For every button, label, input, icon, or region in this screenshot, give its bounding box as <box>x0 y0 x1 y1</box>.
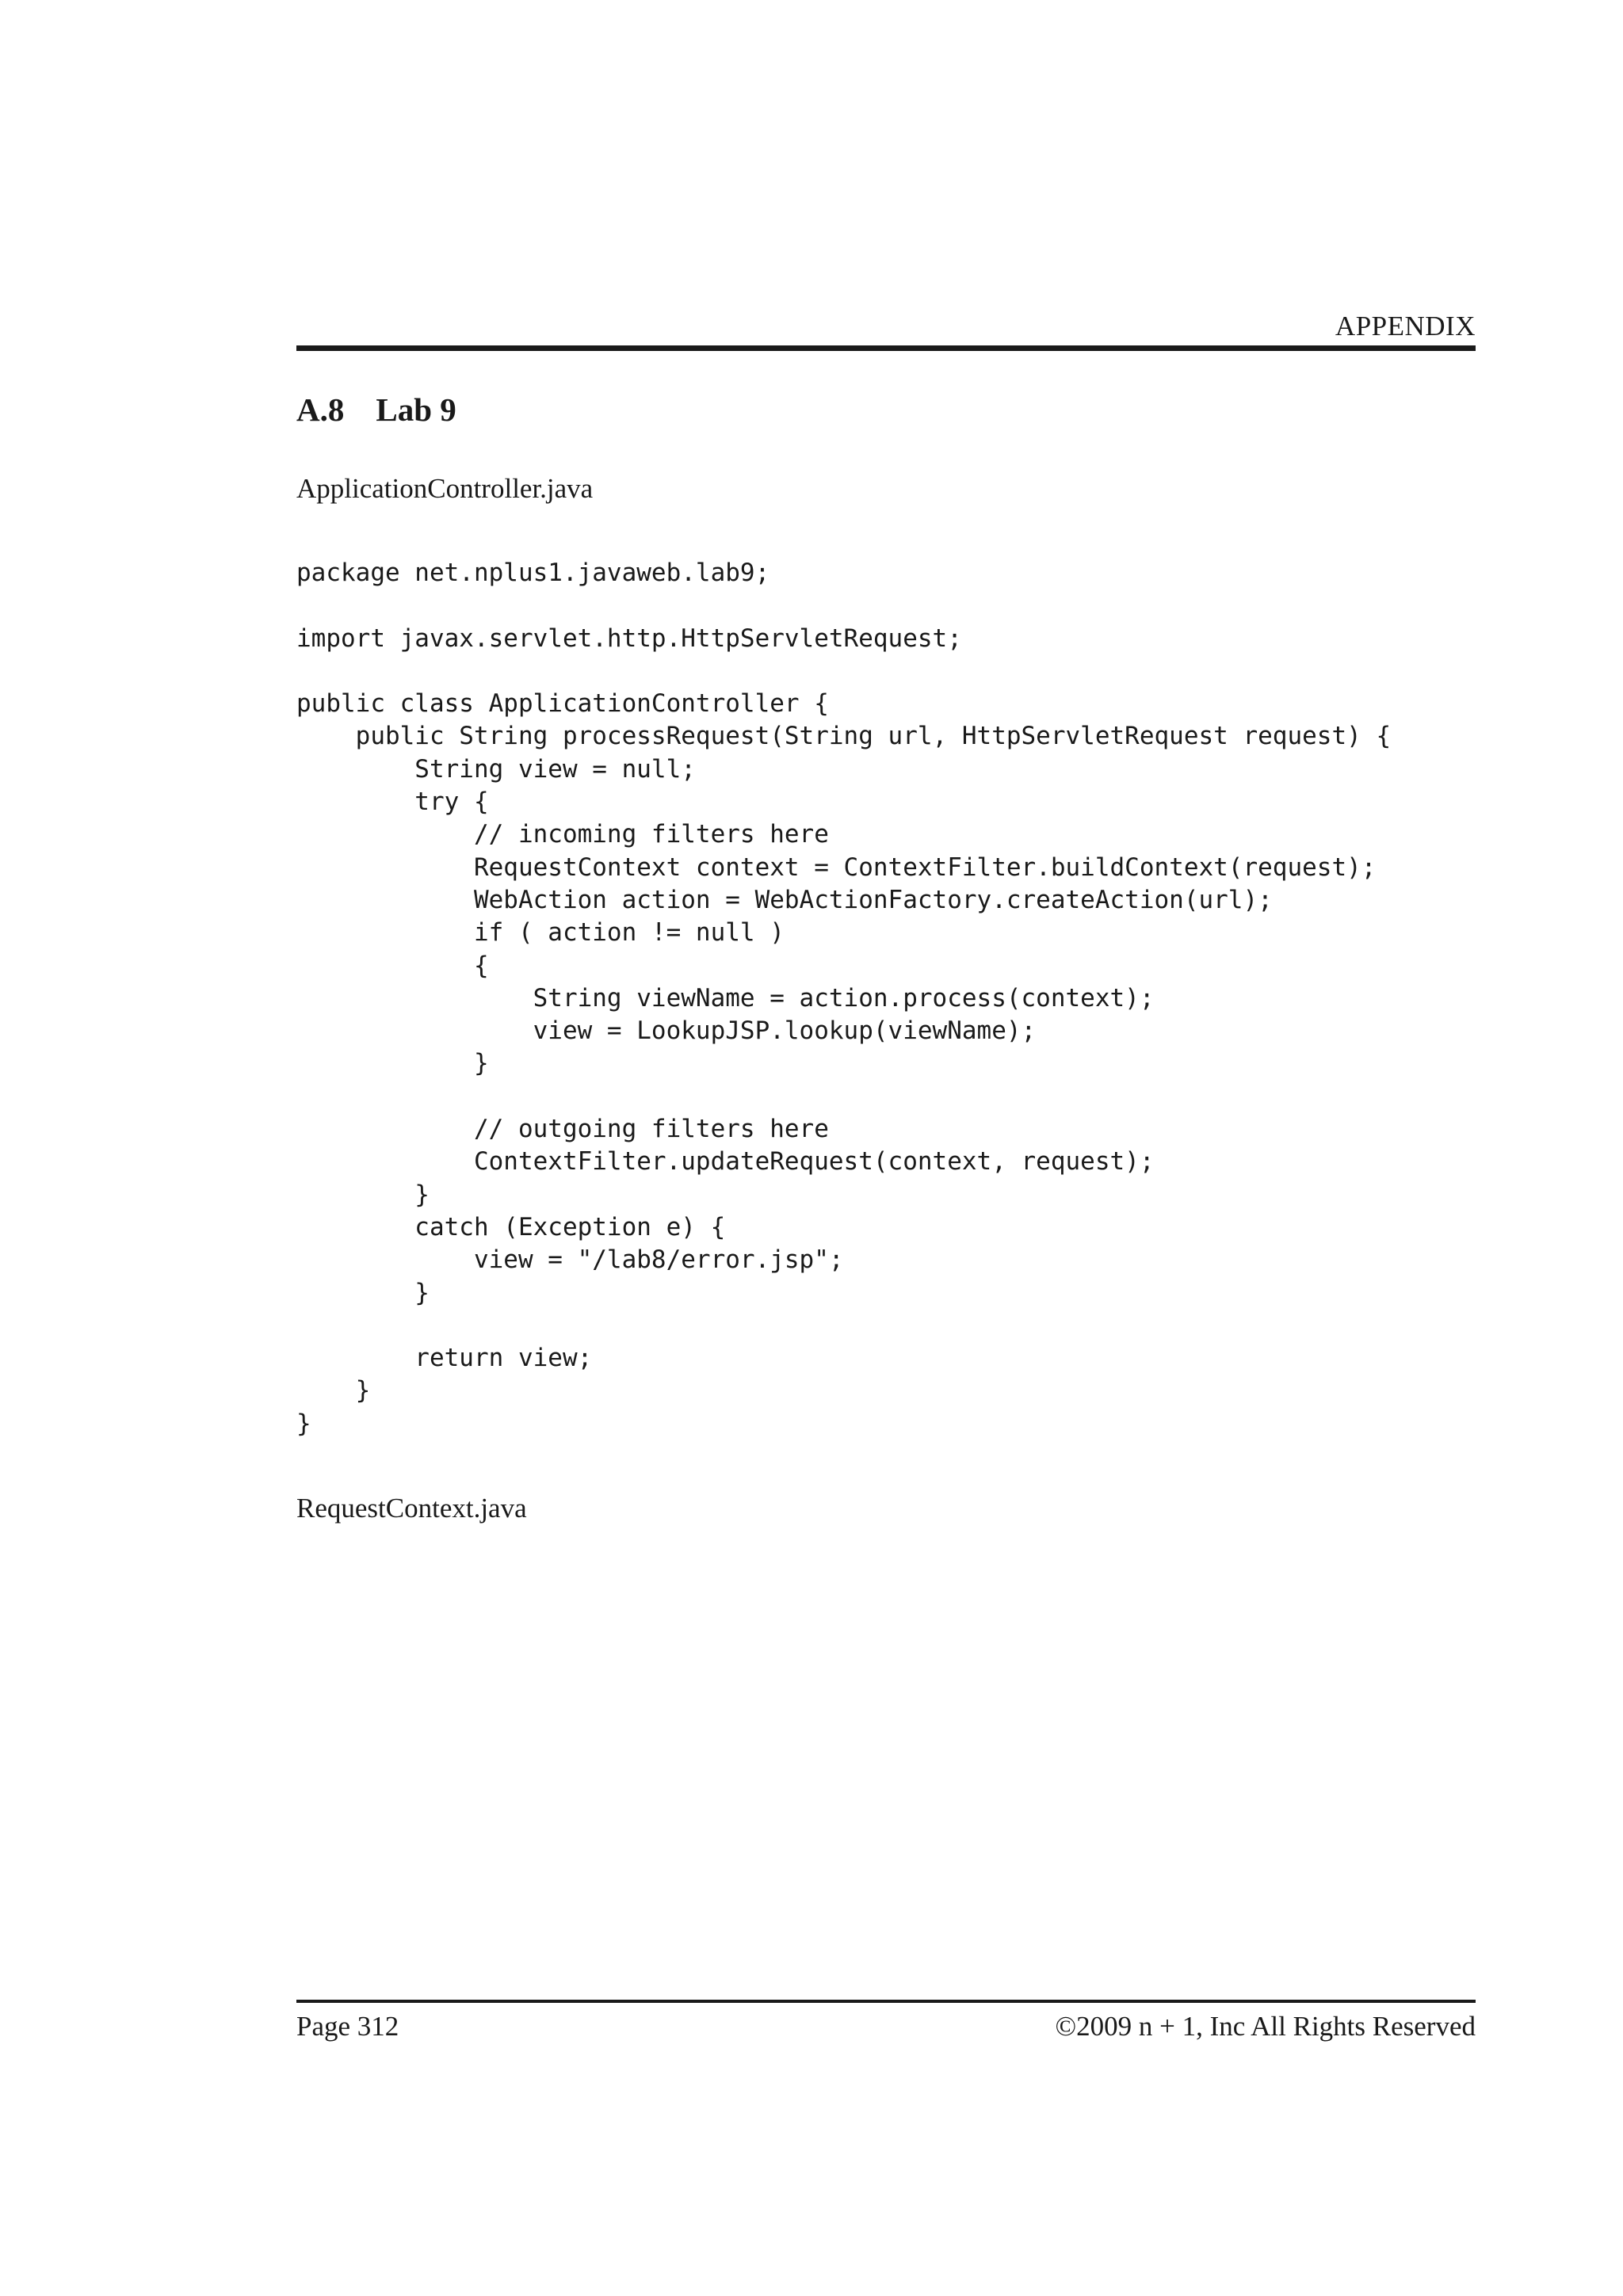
section-heading <box>296 391 456 429</box>
section-title: Lab 9 <box>376 391 456 428</box>
code-listing-application-controller: package net.nplus1.javaweb.lab9; import javax.servlet.http.HttpServletRequest; public class ApplicationController { public String processRequest(String url, HttpServletRequest request) { String view = null; try { // incoming filters here RequestContext context = ContextFilter.buildContext(request); WebAction action = WebActionFactory.createAction(url); if ( action != null ) { String viewName = action.process(context); view = LookupJSP.lookup(viewName); } // outgoing filters here ContextFilter.updateRequest(context, request); } catch (Exception e) { view = "/lab8/error.jsp"; } return view; } } <box>296 559 1392 1438</box>
file-name-request-context: RequestContext.java <box>296 1493 527 1524</box>
page-number: Page 312 <box>296 2011 399 2042</box>
file-name-application-controller: ApplicationController.java <box>296 473 594 504</box>
section-number: A.8 <box>296 391 345 428</box>
running-header: APPENDIX <box>1335 311 1476 341</box>
footer-rule <box>296 2000 1476 2003</box>
header-rule <box>296 345 1476 351</box>
copyright-notice: ©2009 n + 1, Inc All Rights Reserved <box>1055 2011 1476 2042</box>
